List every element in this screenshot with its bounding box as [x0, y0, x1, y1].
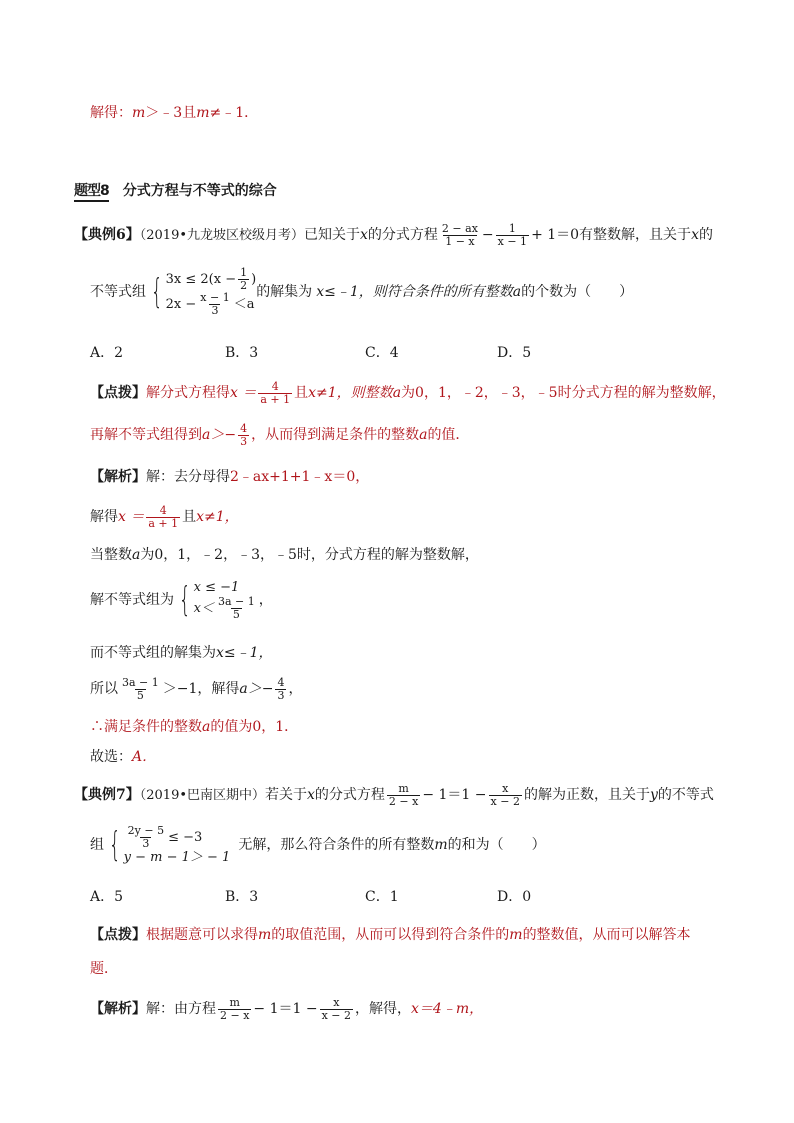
choice-b[interactable]: B．3 [225, 345, 259, 361]
numerator: 3a − 1 [122, 675, 159, 689]
solution-text: ∴满足条件的整数 [90, 719, 202, 735]
ex7-text: − 1＝1 − [422, 787, 487, 803]
numerator: 1 [240, 266, 248, 279]
solution-tag: 【解析】 [90, 469, 146, 485]
ex6-choices [90, 344, 590, 364]
fraction [275, 677, 286, 702]
ex7-source: （2019•巴南区期中） [139, 788, 266, 803]
inequality-text: ≤ −3 [168, 829, 203, 845]
choice-c[interactable]: C．1 [365, 889, 399, 905]
hint-tag: 【点拨】 [90, 927, 146, 943]
denominator: 2 − x [220, 1008, 250, 1022]
ex6-stem-line2 [90, 268, 633, 316]
numerator: 1 [508, 221, 516, 235]
denominator: 3 [142, 836, 150, 850]
ex6-hint-line2 [90, 420, 469, 450]
hint-text: 的取值范围，从而可以得到符合条件的 [271, 927, 510, 943]
solution-inequality-system [194, 580, 259, 621]
solution-text: a＞− [239, 681, 274, 697]
prev-solution-text: ≠﹣1． [209, 105, 259, 121]
section-heading [74, 182, 277, 202]
ex7-inequality-system [124, 825, 231, 866]
var-a: a [392, 385, 402, 401]
solution-text: 解不等式组为 [90, 592, 174, 608]
solution-text: 当整数 [90, 547, 132, 563]
numerator: x − 1 [200, 291, 230, 304]
fraction [126, 825, 166, 850]
ex6-text: 已知关于 [304, 227, 361, 243]
denominator: 5 [136, 688, 144, 702]
denominator: 2 − x [388, 794, 419, 808]
ex6-text: 的分式方程 [367, 227, 438, 243]
var-m: m [258, 927, 272, 943]
prev-solution-text: ＞﹣3且 [145, 105, 197, 121]
var-a: a [419, 427, 428, 443]
fraction [320, 997, 353, 1022]
inequality-text: ) [251, 272, 257, 287]
ex6-inequality-system [166, 267, 257, 317]
hint-text: ，从而得到满足条件的整数 [251, 427, 420, 443]
ex6-text: 的解集为 [256, 284, 313, 300]
denominator: 5 [232, 607, 240, 621]
solution-text: ， [288, 681, 303, 697]
numerator: x [333, 995, 340, 1009]
fraction [198, 292, 231, 317]
solution-text: 解得 [90, 509, 118, 525]
inequality-text: 2x − [165, 297, 197, 312]
ex6-fraction-1 [440, 223, 480, 248]
inequality-row-2: y − m − 1＞ − 1 [123, 849, 231, 865]
hint-text: 为0，1，﹣2，﹣3，﹣5时分式方程的解为整数解， [401, 385, 726, 401]
ex7-text: 若关于 [265, 787, 308, 803]
ex6-solution-line3 [90, 546, 479, 564]
ex6-solution-line5 [90, 644, 273, 662]
var-m: m [509, 927, 523, 943]
ex6-solution-line7 [90, 718, 298, 736]
ex6-solution-line2 [90, 502, 239, 532]
denominator: a + 1 [260, 392, 291, 406]
solution-text: − 1＝1 − [253, 1001, 318, 1017]
ex6-text: x≤﹣1，则符合条件的所有整数 [316, 284, 513, 300]
ex6-fraction-2 [496, 223, 529, 248]
solution-text: 的值为0，1． [210, 719, 299, 735]
ex7-stem-line2 [90, 820, 546, 870]
denominator: 2 [240, 279, 248, 292]
solution-text: 解：由方程 [146, 1001, 216, 1017]
fraction [258, 381, 292, 406]
solution-text: x≤﹣1， [216, 645, 273, 661]
solution-text: 故选： [90, 749, 132, 765]
numerator: m [229, 995, 240, 1009]
var-a: a [512, 284, 522, 300]
solution-text: 所以 [90, 681, 118, 697]
choice-a[interactable]: A．5 [90, 889, 124, 905]
ex6-text: + 1＝0有整数解，且关于 [531, 227, 692, 243]
choice-a[interactable]: A．2 [90, 345, 124, 361]
choice-d[interactable]: D．5 [497, 345, 532, 361]
fraction [216, 596, 257, 621]
ex6-source: （2019•九龙坡区校级月考） [139, 228, 305, 243]
ex7-tag: 【典例7】 [74, 787, 140, 803]
fraction [120, 677, 161, 702]
var-m: m [434, 837, 448, 853]
prev-solution-prefix: 解得： [90, 105, 132, 121]
ex7-solution-line1 [90, 994, 483, 1024]
solution-text: 而不等式组的解集为 [90, 645, 216, 661]
var-m: m [196, 105, 210, 121]
fraction [238, 267, 249, 292]
hint-text: 的整数值，从而可以解答本 [522, 927, 691, 943]
numerator: 2 − ax [441, 221, 478, 235]
var-a: a [132, 547, 141, 563]
choice-b[interactable]: B．3 [225, 889, 259, 905]
hint-tag: 【点拨】 [90, 385, 146, 401]
section-number-icon: 题型8 [74, 182, 109, 202]
answer-choice: A． [132, 749, 157, 765]
solution-text: ＞−1，解得 [162, 681, 240, 697]
ex6-solution-line8 [90, 748, 156, 766]
operator: − [481, 227, 494, 243]
numerator: 4 [271, 379, 279, 393]
ex7-fraction-2 [489, 783, 522, 808]
solution-text: x≠1， [196, 509, 239, 525]
solution-text: 2﹣ax+1+1﹣x＝0， [230, 469, 370, 485]
hint-text: a＞− [202, 427, 237, 443]
fraction [238, 423, 249, 448]
ex7-choices [90, 888, 590, 908]
ex7-text: 的解为正数，且关于 [523, 787, 650, 803]
numerator: x [502, 781, 509, 795]
hint-text: 的值． [427, 427, 470, 443]
choice-d[interactable]: D．0 [497, 889, 532, 905]
numerator: 4 [159, 503, 167, 517]
solution-text: 为0，1，﹣2，﹣3，﹣5时，分式方程的解为整数解， [140, 547, 479, 563]
solution-text: x＝4﹣m， [411, 1001, 484, 1017]
denominator: x − 1 [497, 234, 528, 248]
solution-text: ，解得， [355, 1001, 412, 1017]
ex6-stem-line1 [74, 220, 713, 251]
ex6-solution-line6 [90, 674, 302, 704]
denominator: x − 2 [321, 1008, 352, 1022]
var-x: x [307, 787, 315, 803]
ex7-text: 的和为（ ） [447, 837, 546, 853]
inequality-row-1 [124, 825, 231, 850]
ex6-tag: 【典例6】 [74, 227, 140, 243]
var-m: m [132, 105, 146, 121]
ex6-text: 的 [698, 227, 713, 243]
solution-tag: 【解析】 [90, 1001, 146, 1017]
var-x: x ＝ [118, 509, 145, 525]
solution-text: ， [258, 592, 273, 608]
hint-text: 解分式方程得 [146, 385, 230, 401]
solution-text: 且 [182, 509, 197, 525]
left-brace-icon: { [108, 825, 121, 865]
denominator: 3 [211, 304, 219, 317]
var-x: x [360, 227, 368, 243]
ex7-text: 无解，那么符合条件的所有整数 [238, 837, 435, 853]
var-x: x ＝ [230, 385, 257, 401]
ex6-solution-line1 [90, 468, 369, 486]
ex7-hint-line2 [90, 960, 118, 978]
inequality-row-1 [166, 267, 257, 292]
prev-solution-line [90, 104, 258, 122]
hint-text: 根据题意可以求得 [146, 927, 258, 943]
denominator: 3 [240, 434, 248, 448]
numerator: 4 [277, 675, 285, 689]
inequality-row-2 [194, 596, 259, 621]
denominator: 1 − x [445, 234, 475, 248]
var-x: x [691, 227, 699, 243]
inequality-row-1: x ≤ −1 [193, 579, 240, 595]
ex7-text: 组 [90, 837, 104, 853]
inequality-text: x＜ [193, 600, 214, 616]
denominator: x − 2 [490, 794, 520, 808]
hint-text: 且 [294, 385, 309, 401]
fraction [218, 997, 251, 1022]
hint-text: x≠1，则整数 [308, 385, 393, 401]
numerator: 4 [240, 421, 248, 435]
numerator: 2y − 5 [127, 823, 165, 837]
solution-text: 解：去分母得 [146, 469, 230, 485]
ex7-stem-line1 [74, 780, 714, 811]
var-y: y [649, 787, 658, 803]
hint-text: 题． [90, 961, 118, 977]
left-brace-icon: { [178, 580, 191, 620]
left-brace-icon: { [150, 272, 163, 312]
choice-c[interactable]: C．4 [365, 345, 399, 361]
ex7-hint-line1 [90, 926, 691, 944]
numerator: 3a − 1 [217, 594, 255, 608]
fraction [146, 505, 180, 530]
var-a: a [202, 719, 211, 735]
inequality-text: 3x ≤ 2(x − [165, 272, 237, 287]
ex7-text: 的分式方程 [314, 787, 385, 803]
ex7-text: 的不等式 [657, 787, 714, 803]
inequality-text: ＜a [233, 297, 255, 312]
hint-text: 再解不等式组得到 [90, 427, 202, 443]
denominator: a + 1 [148, 516, 179, 530]
denominator: 3 [277, 688, 285, 702]
numerator: m [398, 781, 409, 795]
inequality-row-2 [166, 292, 257, 317]
section-title: 分式方程与不等式的综合 [122, 183, 277, 199]
ex6-text: 的个数为（ ） [521, 284, 634, 300]
ex6-solution-line4 [90, 578, 273, 622]
ex6-hint-line1 [90, 378, 726, 408]
ex6-text: 不等式组 [90, 284, 146, 300]
ex7-fraction-1 [387, 783, 420, 808]
